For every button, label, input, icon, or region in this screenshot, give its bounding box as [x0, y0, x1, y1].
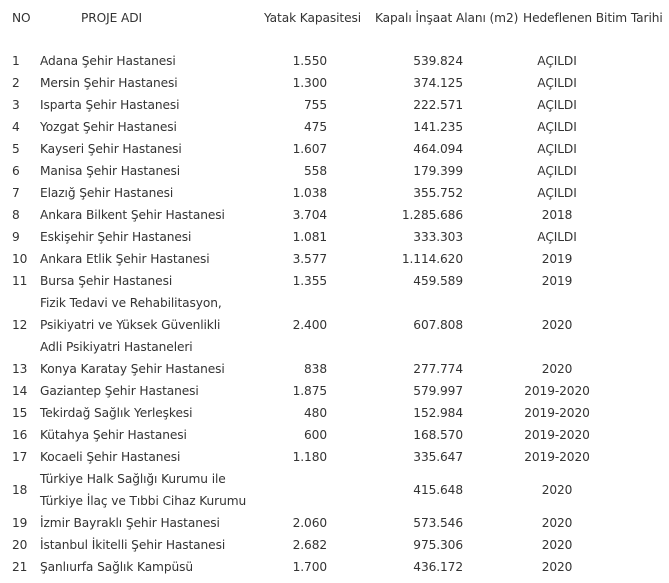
- row-number: 9: [12, 230, 20, 244]
- bed-capacity: [270, 468, 327, 512]
- project-name: [40, 182, 270, 204]
- table-row: [0, 512, 669, 534]
- header-project-name: PROJE ADI: [81, 11, 142, 25]
- project-name-line: Adli Psikiyatri Hastaneleri: [40, 340, 193, 354]
- target-date: AÇILDI: [537, 120, 577, 134]
- target-date: 2019-2020: [524, 384, 590, 398]
- bed-capacity: 480: [304, 406, 327, 420]
- table-row: [0, 72, 669, 94]
- bed-capacity: 838: [304, 362, 327, 376]
- project-name: [40, 138, 270, 160]
- bed-capacity: 3.704: [292, 208, 327, 222]
- project-name-line: Kocaeli Şehir Hastanesi: [40, 450, 181, 464]
- bed-capacity: 558: [304, 164, 327, 178]
- table-row: [0, 226, 669, 248]
- target-date: 2019: [541, 252, 573, 266]
- project-name-line: Kütahya Şehir Hastanesi: [40, 428, 187, 442]
- bed-capacity: 2.682: [292, 538, 327, 552]
- table-row: [0, 534, 669, 556]
- target-date: 2020: [541, 362, 573, 376]
- project-name-line: Ankara Bilkent Şehir Hastanesi: [40, 208, 225, 222]
- indoor-area: 436.172: [413, 560, 463, 574]
- bed-capacity: 2.060: [292, 516, 327, 530]
- indoor-area: 415.648: [413, 483, 463, 497]
- bed-capacity: 755: [304, 98, 327, 112]
- project-name-line: Fizik Tedavi ve Rehabilitasyon,: [40, 296, 222, 310]
- target-date: AÇILDI: [537, 230, 577, 244]
- bed-capacity: 1.700: [292, 560, 327, 574]
- bed-capacity: 475: [304, 120, 327, 134]
- project-name-line: Türkiye Halk Sağlığı Kurumu ile: [40, 472, 226, 486]
- target-date: 2020: [541, 538, 573, 552]
- project-name-line: Bursa Şehir Hastanesi: [40, 274, 173, 288]
- target-date: 2020: [541, 560, 573, 574]
- table-row: [0, 160, 669, 182]
- project-name: [40, 380, 270, 402]
- indoor-area: 459.589: [413, 274, 463, 288]
- project-name: [40, 116, 270, 138]
- row-number: 1: [12, 54, 20, 68]
- bed-capacity: 1.300: [292, 76, 327, 90]
- target-date: 2019: [541, 274, 573, 288]
- bed-capacity: 1.038: [292, 186, 327, 200]
- row-number: 19: [12, 516, 28, 530]
- target-date: 2019-2020: [524, 450, 590, 464]
- indoor-area: 464.094: [413, 142, 463, 156]
- table-row: [0, 94, 669, 116]
- project-name-line: Türkiye İlaç ve Tıbbi Cihaz Kurumu: [40, 494, 247, 508]
- table-row: [0, 138, 669, 160]
- project-name-line: Elazığ Şehir Hastanesi: [40, 186, 174, 200]
- project-name: [40, 204, 270, 226]
- project-name: [40, 72, 270, 94]
- row-number: 7: [12, 186, 20, 200]
- project-name-line: Gaziantep Şehir Hastanesi: [40, 384, 199, 398]
- project-name-line: Kayseri Şehir Hastanesi: [40, 142, 182, 156]
- bed-capacity: 1.180: [292, 450, 327, 464]
- project-name-line: Konya Karatay Şehir Hastanesi: [40, 362, 225, 376]
- table-row: [0, 182, 669, 204]
- project-name: [40, 358, 270, 380]
- indoor-area: 374.125: [413, 76, 463, 90]
- row-number: 5: [12, 142, 20, 156]
- target-date: 2020: [541, 516, 573, 530]
- row-number: 14: [12, 384, 28, 398]
- indoor-area: 975.306: [413, 538, 463, 552]
- row-number: 8: [12, 208, 20, 222]
- target-date: 2018: [541, 208, 573, 222]
- table-row: [0, 50, 669, 72]
- target-date: AÇILDI: [537, 142, 577, 156]
- project-name-line: Manisa Şehir Hastanesi: [40, 164, 181, 178]
- row-number: 3: [12, 98, 20, 112]
- target-date: AÇILDI: [537, 76, 577, 90]
- row-number: 18: [12, 483, 28, 497]
- table-row: [0, 358, 669, 380]
- target-date: 2020: [541, 318, 573, 332]
- project-name-line: Adana Şehir Hastanesi: [40, 54, 176, 68]
- row-number: 15: [12, 406, 28, 420]
- bed-capacity: 1.550: [292, 54, 327, 68]
- table-row: [0, 270, 669, 292]
- row-number: 12: [12, 318, 28, 332]
- row-number: 20: [12, 538, 28, 552]
- indoor-area: 579.997: [413, 384, 463, 398]
- target-date: AÇILDI: [537, 186, 577, 200]
- indoor-area: 1.114.620: [401, 252, 463, 266]
- bed-capacity: 2.400: [292, 318, 327, 332]
- bed-capacity: 1.081: [292, 230, 327, 244]
- indoor-area: 141.235: [413, 120, 463, 134]
- table-row: [0, 556, 669, 578]
- project-name: [40, 248, 270, 270]
- project-name: [40, 50, 270, 72]
- header-no: NO: [12, 11, 31, 25]
- table-row: [0, 380, 669, 402]
- target-date: 2020: [541, 483, 573, 497]
- project-name: [40, 402, 270, 424]
- project-name: [40, 226, 270, 248]
- indoor-area: 1.285.686: [401, 208, 463, 222]
- indoor-area: 607.808: [413, 318, 463, 332]
- indoor-area: 539.824: [413, 54, 463, 68]
- indoor-area: 355.752: [413, 186, 463, 200]
- project-name: [40, 94, 270, 116]
- project-name-line: İstanbul İkitelli Şehir Hastanesi: [40, 538, 226, 552]
- bed-capacity: 1.875: [292, 384, 327, 398]
- project-name: [40, 292, 270, 358]
- table-row: [0, 424, 669, 446]
- header-bed-capacity: Yatak Kapasitesi: [264, 11, 362, 25]
- project-name-line: Eskişehir Şehir Hastanesi: [40, 230, 192, 244]
- project-name: [40, 556, 270, 578]
- bed-capacity: 1.607: [292, 142, 327, 156]
- target-date: 2019-2020: [524, 406, 590, 420]
- bed-capacity: 3.577: [292, 252, 327, 266]
- bed-capacity: 600: [304, 428, 327, 442]
- indoor-area: 277.774: [413, 362, 463, 376]
- indoor-area: 573.546: [413, 516, 463, 530]
- target-date: AÇILDI: [537, 54, 577, 68]
- row-number: 13: [12, 362, 28, 376]
- indoor-area: 222.571: [413, 98, 463, 112]
- project-name: [40, 512, 270, 534]
- target-date: 2019-2020: [524, 428, 590, 442]
- row-number: 10: [12, 252, 28, 266]
- row-number: 21: [12, 560, 28, 574]
- table-row: [0, 204, 669, 226]
- row-number: 6: [12, 164, 20, 178]
- project-name: [40, 424, 270, 446]
- table-row: [0, 248, 669, 270]
- target-date: AÇILDI: [537, 98, 577, 112]
- indoor-area: 168.570: [413, 428, 463, 442]
- indoor-area: 152.984: [413, 406, 463, 420]
- target-date: AÇILDI: [537, 164, 577, 178]
- project-name-line: Mersin Şehir Hastanesi: [40, 76, 178, 90]
- project-name-line: Psikiyatri ve Yüksek Güvenlikli: [40, 318, 221, 332]
- bed-capacity: 1.355: [292, 274, 327, 288]
- table-row: [0, 402, 669, 424]
- table-row: [0, 446, 669, 468]
- indoor-area: 179.399: [413, 164, 463, 178]
- project-name-line: Yozgat Şehir Hastanesi: [40, 120, 177, 134]
- project-name: [40, 446, 270, 468]
- project-name-line: Isparta Şehir Hastanesi: [40, 98, 180, 112]
- indoor-area: 335.647: [413, 450, 463, 464]
- table-row: [0, 292, 669, 358]
- project-name: [40, 534, 270, 556]
- header-indoor-area: Kapalı İnşaat Alanı (m2): [375, 11, 519, 25]
- row-number: 2: [12, 76, 20, 90]
- indoor-area: 333.303: [413, 230, 463, 244]
- project-name: [40, 270, 270, 292]
- row-number: 4: [12, 120, 20, 134]
- project-name: [40, 468, 270, 512]
- project-name-line: İzmir Bayraklı Şehir Hastanesi: [40, 516, 220, 530]
- row-number: 16: [12, 428, 28, 442]
- project-name-line: Şanlıurfa Sağlık Kampüsü: [40, 560, 193, 574]
- table-row: [0, 116, 669, 138]
- project-name-line: Tekirdağ Sağlık Yerleşkesi: [40, 406, 193, 420]
- project-name-line: Ankara Etlik Şehir Hastanesi: [40, 252, 210, 266]
- project-name: [40, 160, 270, 182]
- row-number: 17: [12, 450, 28, 464]
- row-number: 11: [12, 274, 28, 288]
- header-target-date: Hedeflenen Bitim Tarihi: [523, 11, 663, 25]
- table-row: [0, 468, 669, 512]
